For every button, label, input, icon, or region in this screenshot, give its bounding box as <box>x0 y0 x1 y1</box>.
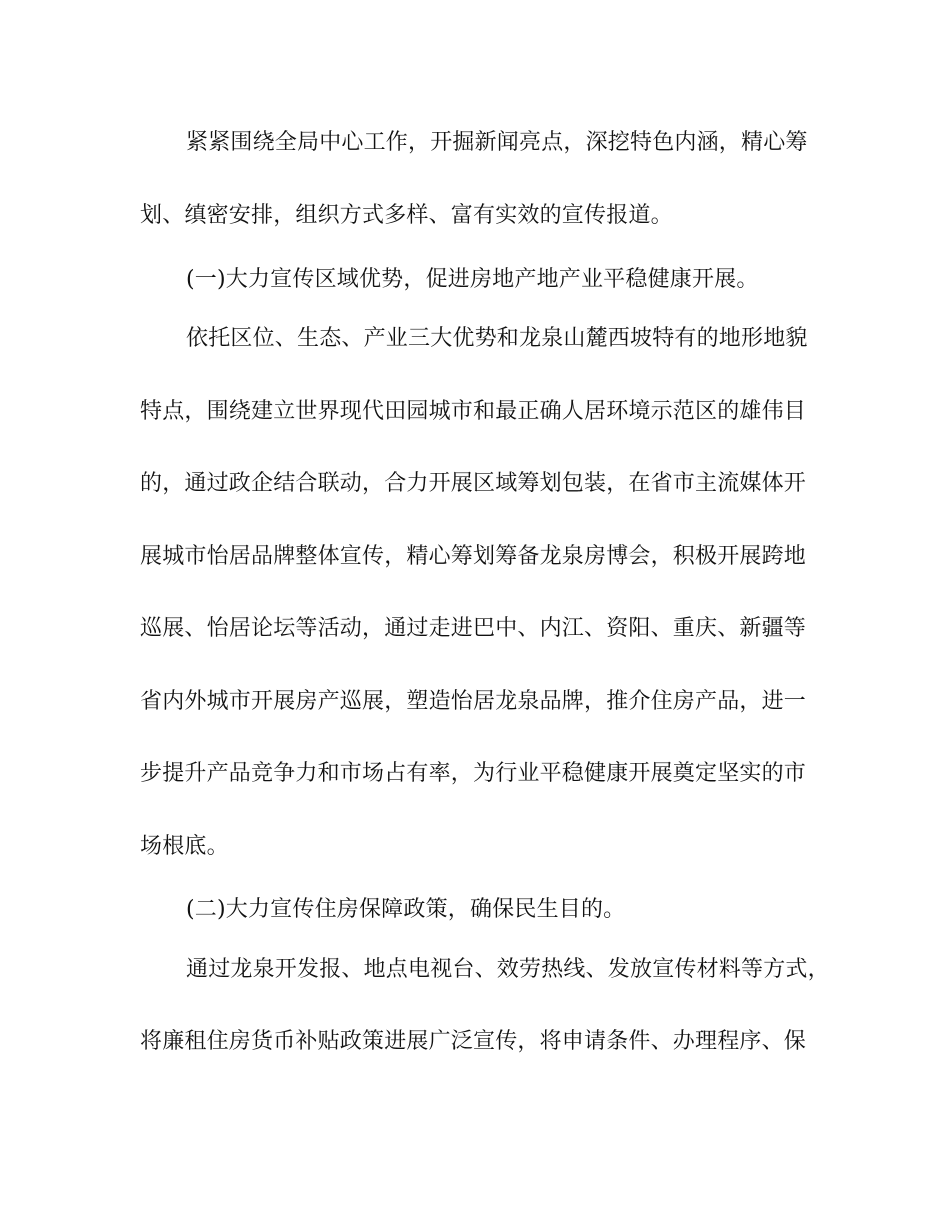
paragraph-line: 特点，围绕建立世界现代田园城市和最正确人居环境示范区的雄伟目 <box>140 399 807 424</box>
paragraph-line: 场根底。 <box>140 834 229 859</box>
paragraph-line: 的，通过政企结合联动，合力开展区域筹划包装，在省市主流媒体开 <box>140 471 807 496</box>
section-heading-1: (一)大力宣传区域优势，促进房地产地产业平稳健康开展。 <box>186 267 759 292</box>
section-heading-2: (二)大力宣传住房保障政策，确保民生目的。 <box>186 897 626 922</box>
paragraph-line: 巡展、怡居论坛等活动，通过走进巴中、内江、资阳、重庆、新疆等 <box>140 616 807 641</box>
paragraph-line: 划、缜密安排，组织方式多样、富有实效的宣传报道。 <box>140 203 673 228</box>
paragraph-line: 通过龙泉开发报、地点电视台、效劳热线、发放宣传材料等方式， <box>186 957 830 982</box>
paragraph-line: 依托区位、生态、产业三大优势和龙泉山麓西坡特有的地形地貌 <box>186 326 808 351</box>
paragraph-line: 展城市怡居品牌整体宣传，精心筹划筹备龙泉房博会，积极开展跨地 <box>140 544 807 569</box>
paragraph-line: 将廉租住房货币补贴政策进展广泛宣传，将申请条件、办理程序、保 <box>140 1029 807 1054</box>
paragraph-line: 省内外城市开展房产巡展，塑造怡居龙泉品牌，推介住房产品，进一 <box>140 689 807 714</box>
paragraph-line: 紧紧围绕全局中心工作，开掘新闻亮点，深挖特色内涵，精心筹 <box>186 130 808 155</box>
paragraph-line: 步提升产品竞争力和市场占有率，为行业平稳健康开展奠定坚实的市 <box>140 761 807 786</box>
